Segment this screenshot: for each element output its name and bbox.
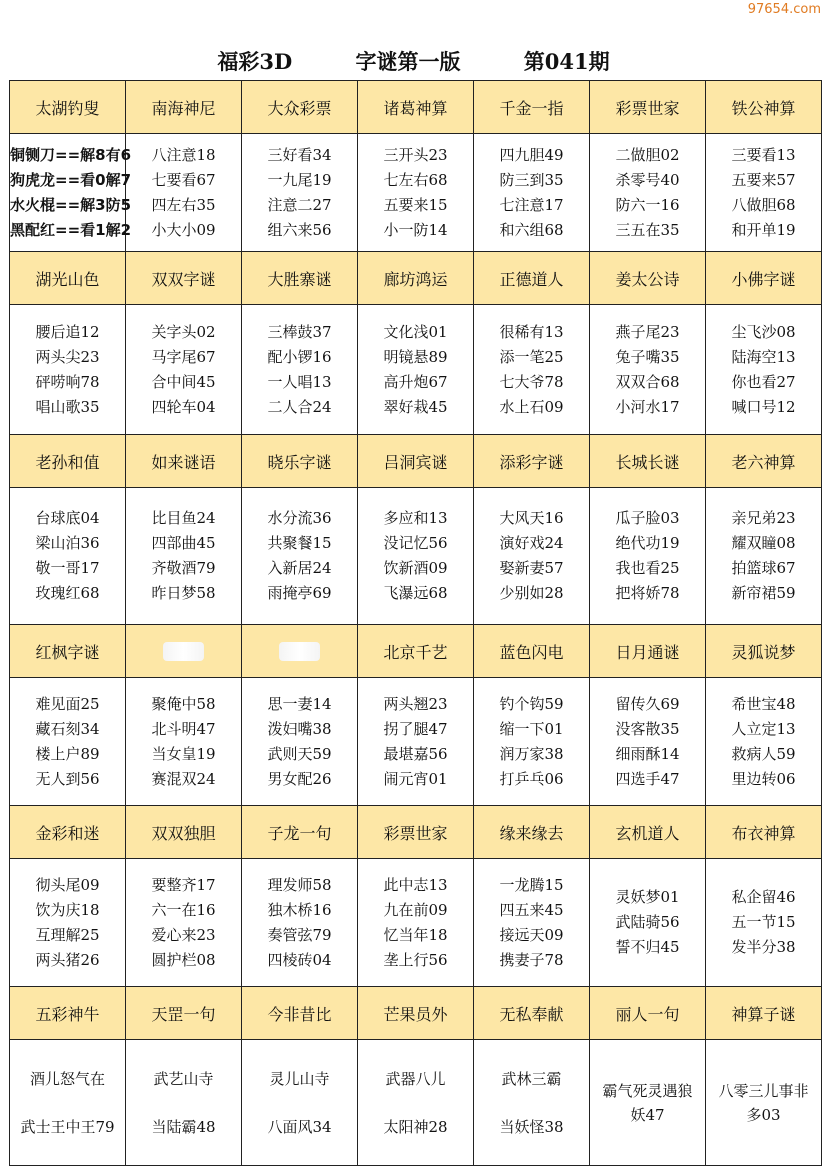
column-header: 红枫字谜 xyxy=(10,625,126,678)
header-row xyxy=(10,81,822,134)
entry-line: 携妻子78 xyxy=(499,950,564,969)
entry-line: 配小锣16 xyxy=(267,347,332,366)
header-row xyxy=(10,252,822,305)
entry-cell xyxy=(590,859,706,987)
column-header: 无私奉献 xyxy=(474,987,590,1040)
entry-line: 北斗明47 xyxy=(151,719,216,738)
entry-line: 兔子嘴35 xyxy=(615,347,680,366)
entry-line: 二做胆02 xyxy=(615,145,680,164)
entry-line: 梁山泊36 xyxy=(35,534,100,552)
entry-line: 四选手47 xyxy=(615,769,680,788)
entry-line: 誓不归45 xyxy=(615,938,680,956)
column-header: 五彩神牛 xyxy=(10,987,126,1040)
column-header: 芒果员外 xyxy=(358,987,474,1040)
column-header: 添彩字谜 xyxy=(474,435,590,488)
entry-line: 没记忆56 xyxy=(383,534,448,552)
entry-line: 当女皇19 xyxy=(151,744,216,763)
entry-cell xyxy=(358,134,474,252)
title-edition: 字谜第一版 xyxy=(355,49,461,74)
entry-line: 独木桥16 xyxy=(267,900,332,919)
entry-cell xyxy=(474,1040,590,1166)
column-header: 灵狐说梦 xyxy=(706,625,822,678)
entry-line: 男女配26 xyxy=(267,769,332,788)
entry-line: 爱心来23 xyxy=(151,925,216,944)
entry-line: 娶新妻57 xyxy=(499,559,564,577)
entry-line: 五一节15 xyxy=(731,913,796,931)
entry-line: 闹元宵01 xyxy=(383,769,448,788)
entry-cell xyxy=(706,488,822,625)
entry-line: 武则天59 xyxy=(267,744,332,763)
column-header: 金彩和迷 xyxy=(10,806,126,859)
column-header: 廊坊鸿运 xyxy=(358,252,474,305)
entry-line: 雨掩亭69 xyxy=(267,584,332,602)
entry-line: 多应和13 xyxy=(383,509,448,527)
entry-cell xyxy=(358,488,474,625)
entry-line: 台球底04 xyxy=(35,509,100,527)
entry-line: 玫瑰红68 xyxy=(35,584,100,602)
column-header: 大众彩票 xyxy=(242,81,358,134)
title-issue: 第041期 xyxy=(523,49,610,74)
entry-line: 水上石09 xyxy=(499,397,564,416)
column-header: 如来谜语 xyxy=(126,435,242,488)
entry-line: 小河水17 xyxy=(615,397,680,416)
column-header: 彩票世家 xyxy=(590,81,706,134)
column-header: 千金一指 xyxy=(474,81,590,134)
entries-row xyxy=(10,859,822,987)
column-header: 姜太公诗 xyxy=(590,252,706,305)
entry-line: 绝代功19 xyxy=(615,534,680,552)
entry-line: 灵儿山寺 xyxy=(269,1069,330,1088)
entries-row xyxy=(10,1040,822,1166)
watermark: 97654.com xyxy=(747,2,821,17)
entry-line: 武林三霸 xyxy=(501,1069,562,1088)
entry-line: 九在前09 xyxy=(383,900,448,919)
entry-line: 奏管弦79 xyxy=(267,925,332,944)
entry-line: 圆护栏08 xyxy=(151,950,216,969)
entry-line: 互理解25 xyxy=(35,925,100,944)
column-header: 老六神算 xyxy=(706,435,822,488)
header-row xyxy=(10,987,822,1040)
entry-line: 无人到56 xyxy=(35,769,100,788)
column-header: 长城长谜 xyxy=(590,435,706,488)
column-header: 双双独胆 xyxy=(126,806,242,859)
entry-line: 七左右68 xyxy=(383,170,448,189)
entry-line: 一龙腾15 xyxy=(499,875,564,894)
entry-line: 七要看67 xyxy=(151,170,216,189)
entry-cell xyxy=(10,488,126,625)
entry-line: 注意二27 xyxy=(267,195,332,214)
entry-cell xyxy=(126,678,242,806)
entry-line: 高升炮67 xyxy=(383,372,448,391)
column-header: 南海神尼 xyxy=(126,81,242,134)
entry-line: 泼妇嘴38 xyxy=(267,719,332,738)
column-header: 湖光山色 xyxy=(10,252,126,305)
entry-cell xyxy=(706,134,822,252)
entry-line: 打乒乓06 xyxy=(499,769,564,788)
entry-line: 钓个钩59 xyxy=(499,694,564,713)
entry-line: 腰后追12 xyxy=(35,322,100,341)
entry-line: 五要来57 xyxy=(731,170,796,189)
entry-line: 五要来15 xyxy=(383,195,448,214)
column-header: 玄机道人 xyxy=(590,806,706,859)
entry-cell xyxy=(474,488,590,625)
entry-line: 藏石刻34 xyxy=(35,719,100,738)
entry-cell xyxy=(590,678,706,806)
entry-line: 七注意17 xyxy=(499,195,564,214)
entry-line: 八面风34 xyxy=(267,1117,332,1136)
column-header: 布衣神算 xyxy=(706,806,822,859)
entry-line: 饮新酒09 xyxy=(383,559,448,577)
entry-line: 武士王中王79 xyxy=(20,1117,115,1136)
entry-line: 黑配红==看1解2 xyxy=(10,220,132,239)
entry-line: 妖47 xyxy=(630,1105,665,1124)
column-header: 彩票世家 xyxy=(358,806,474,859)
entry-line: 共聚餐15 xyxy=(267,534,332,552)
entry-line: 最堪嘉56 xyxy=(383,744,448,763)
entry-line: 小一防14 xyxy=(383,220,448,239)
entry-line: 你也看27 xyxy=(731,372,796,391)
column-header: 正德道人 xyxy=(474,252,590,305)
entry-cell xyxy=(590,1040,706,1166)
entry-line: 六一在16 xyxy=(151,900,216,919)
entry-line: 组六来56 xyxy=(267,220,332,239)
column-header: 铁公神算 xyxy=(706,81,822,134)
entry-line: 合中间45 xyxy=(151,372,216,391)
entry-line: 四轮车04 xyxy=(151,397,216,416)
entry-line: 当陆霸48 xyxy=(151,1117,216,1136)
column-header: 子龙一句 xyxy=(242,806,358,859)
entry-cell xyxy=(706,678,822,806)
entry-line: 拐了腿47 xyxy=(383,719,448,738)
column-header: 太湖钓叟 xyxy=(10,81,126,134)
entry-line: 瓜子脸03 xyxy=(615,509,680,527)
entry-cell xyxy=(126,1040,242,1166)
entry-line: 多03 xyxy=(746,1105,781,1124)
column-header: 大胜寨谜 xyxy=(242,252,358,305)
entry-cell xyxy=(242,678,358,806)
entry-line: 演好戏24 xyxy=(499,534,564,552)
header-row xyxy=(10,625,822,678)
column-header xyxy=(242,625,358,678)
entry-line: 关字头02 xyxy=(151,322,216,341)
entry-line: 赛混双24 xyxy=(151,769,216,788)
entry-line: 燕子尾23 xyxy=(615,322,680,341)
entry-line: 尘飞沙08 xyxy=(731,322,796,341)
entry-line: 私企留46 xyxy=(731,888,796,906)
entry-line: 水分流36 xyxy=(267,509,332,527)
entry-cell xyxy=(590,134,706,252)
entry-line: 四棱砖04 xyxy=(267,950,332,969)
entry-line: 拍篮球67 xyxy=(731,559,796,577)
entry-line: 缩一下01 xyxy=(499,719,564,738)
entry-line: 三开头23 xyxy=(383,145,448,164)
column-header: 小佛字谜 xyxy=(706,252,822,305)
entry-line: 八零三儿事非 xyxy=(718,1081,809,1100)
riddle-table xyxy=(9,80,822,1166)
entry-cell xyxy=(358,678,474,806)
entry-line: 武陆骑56 xyxy=(615,913,680,931)
entry-line: 双双合68 xyxy=(615,372,680,391)
entry-line: 比目鱼24 xyxy=(151,509,216,527)
entry-cell xyxy=(590,488,706,625)
entry-line: 敬一哥17 xyxy=(35,559,100,577)
column-header: 双双字谜 xyxy=(126,252,242,305)
entry-line: 楼上户89 xyxy=(35,744,100,763)
entry-cell xyxy=(474,305,590,435)
entry-line: 两头尖23 xyxy=(35,347,100,366)
entry-line: 四五来45 xyxy=(499,900,564,919)
entry-line: 和六组68 xyxy=(499,220,564,239)
entry-line: 七大爷78 xyxy=(499,372,564,391)
entry-line: 希世宝48 xyxy=(731,694,796,713)
entry-line: 四左右35 xyxy=(151,195,216,214)
entry-line: 忆当年18 xyxy=(383,925,448,944)
entry-line: 思一妻14 xyxy=(267,694,332,713)
entry-line: 没客散35 xyxy=(615,719,680,738)
entry-cell xyxy=(706,1040,822,1166)
entry-line: 唱山歌35 xyxy=(35,397,100,416)
entry-cell xyxy=(126,488,242,625)
entry-line: 武器八儿 xyxy=(385,1069,446,1088)
entries-row xyxy=(10,305,822,435)
entry-line: 彻头尾09 xyxy=(35,875,100,894)
entry-line: 垄上行56 xyxy=(383,950,448,969)
entry-cell xyxy=(10,859,126,987)
entry-cell xyxy=(474,859,590,987)
entry-line: 八做胆68 xyxy=(731,195,796,214)
entry-line: 明镜悬89 xyxy=(383,347,448,366)
entry-line: 当妖怪38 xyxy=(499,1117,564,1136)
entry-line: 飞瀑远68 xyxy=(383,584,448,602)
entry-line: 文化浅01 xyxy=(383,322,448,341)
entry-line: 三要看13 xyxy=(731,145,796,164)
column-header: 北京千艺 xyxy=(358,625,474,678)
entry-line: 新帘裙59 xyxy=(731,584,796,602)
entry-line: 铜铡刀==解8有6 xyxy=(10,145,132,164)
column-header: 晓乐字谜 xyxy=(242,435,358,488)
entry-cell xyxy=(242,305,358,435)
column-header: 天罡一句 xyxy=(126,987,242,1040)
entry-line: 砰唠响78 xyxy=(35,372,100,391)
entry-line: 一人唱13 xyxy=(267,372,332,391)
column-header xyxy=(126,625,242,678)
entry-cell xyxy=(358,859,474,987)
header-row xyxy=(10,806,822,859)
header-row xyxy=(10,435,822,488)
entry-line: 理发师58 xyxy=(267,875,332,894)
entry-cell xyxy=(474,134,590,252)
entry-cell xyxy=(126,859,242,987)
title-lottery: 福彩3D xyxy=(217,49,293,74)
entry-line: 霸气死灵遇狼 xyxy=(602,1081,693,1100)
entry-line: 防三到35 xyxy=(499,170,564,189)
entry-line: 聚俺中58 xyxy=(151,694,216,713)
entry-line: 三棒鼓37 xyxy=(267,322,332,341)
entries-row xyxy=(10,678,822,806)
entry-line: 添一笔25 xyxy=(499,347,564,366)
entries-row xyxy=(10,134,822,252)
entry-line: 细雨酥14 xyxy=(615,744,680,763)
entry-line: 留传久69 xyxy=(615,694,680,713)
entry-line: 太阳神28 xyxy=(383,1117,448,1136)
entry-line: 四九胆49 xyxy=(499,145,564,164)
column-header: 蓝色闪电 xyxy=(474,625,590,678)
entry-cell xyxy=(706,859,822,987)
entry-line: 小大小09 xyxy=(151,220,216,239)
entry-cell xyxy=(358,1040,474,1166)
entry-line: 两头猪26 xyxy=(35,950,100,969)
entry-line: 接远天09 xyxy=(499,925,564,944)
entry-cell xyxy=(242,134,358,252)
entry-line: 喊口号12 xyxy=(731,397,796,416)
entry-cell xyxy=(126,305,242,435)
column-header: 缘来缘去 xyxy=(474,806,590,859)
entry-cell xyxy=(242,488,358,625)
entry-line: 亲兄弟23 xyxy=(731,509,796,527)
entry-cell xyxy=(706,305,822,435)
column-header: 吕洞宾谜 xyxy=(358,435,474,488)
entries-row xyxy=(10,488,822,625)
entry-cell xyxy=(242,859,358,987)
entry-line: 马字尾67 xyxy=(151,347,216,366)
entry-line: 三五在35 xyxy=(615,220,680,239)
entry-line: 很稀有13 xyxy=(499,322,564,341)
column-header: 今非昔比 xyxy=(242,987,358,1040)
entry-line: 武艺山寺 xyxy=(153,1069,214,1088)
column-header: 日月通谜 xyxy=(590,625,706,678)
entry-line: 二人合24 xyxy=(267,397,332,416)
entry-cell xyxy=(10,678,126,806)
entry-line: 八注意18 xyxy=(151,145,216,164)
entry-line: 水火棍==解3防5 xyxy=(10,195,132,214)
entry-line: 人立定13 xyxy=(731,719,796,738)
entry-line: 大风天16 xyxy=(499,509,564,527)
entry-line: 灵妖梦01 xyxy=(615,888,680,906)
entry-line: 救病人59 xyxy=(731,744,796,763)
entry-line: 一九尾19 xyxy=(267,170,332,189)
entry-line: 四部曲45 xyxy=(151,534,216,552)
entry-line: 饮为庆18 xyxy=(35,900,100,919)
entry-cell xyxy=(10,305,126,435)
entry-line: 和开单19 xyxy=(731,220,796,239)
entry-line: 发半分38 xyxy=(731,938,796,956)
entry-cell xyxy=(590,305,706,435)
entry-line: 狗虎龙==看0解7 xyxy=(10,170,132,189)
entry-line: 里边转06 xyxy=(731,769,796,788)
entry-line: 此中志13 xyxy=(383,875,448,894)
page-title xyxy=(0,46,827,76)
entry-line: 耀双瞳08 xyxy=(731,534,796,552)
entry-line: 把将娇78 xyxy=(615,584,680,602)
entry-line: 难见面25 xyxy=(35,694,100,713)
entry-cell xyxy=(126,134,242,252)
entry-line: 润万家38 xyxy=(499,744,564,763)
entry-line: 杀零号40 xyxy=(615,170,680,189)
entry-cell xyxy=(242,1040,358,1166)
entry-line: 两头翘23 xyxy=(383,694,448,713)
column-header: 神算子谜 xyxy=(706,987,822,1040)
entry-line: 入新居24 xyxy=(267,559,332,577)
entry-line: 陆海空13 xyxy=(731,347,796,366)
entry-line: 三好看34 xyxy=(267,145,332,164)
column-header: 老孙和值 xyxy=(10,435,126,488)
entry-line: 酒儿怒气在 xyxy=(29,1069,105,1088)
entry-cell xyxy=(474,678,590,806)
entry-cell xyxy=(358,305,474,435)
column-header: 诸葛神算 xyxy=(358,81,474,134)
entry-line: 防六一16 xyxy=(615,195,680,214)
entry-line: 齐敬酒79 xyxy=(151,559,216,577)
entry-line: 要整齐17 xyxy=(151,875,216,894)
entry-line: 翠好栽45 xyxy=(383,397,448,416)
entry-cell xyxy=(10,134,132,252)
entry-line: 昨日梦58 xyxy=(151,584,216,602)
entry-line: 我也看25 xyxy=(615,559,680,577)
entry-line: 少别如28 xyxy=(499,584,564,602)
entry-cell xyxy=(10,1040,126,1166)
column-header: 丽人一句 xyxy=(590,987,706,1040)
